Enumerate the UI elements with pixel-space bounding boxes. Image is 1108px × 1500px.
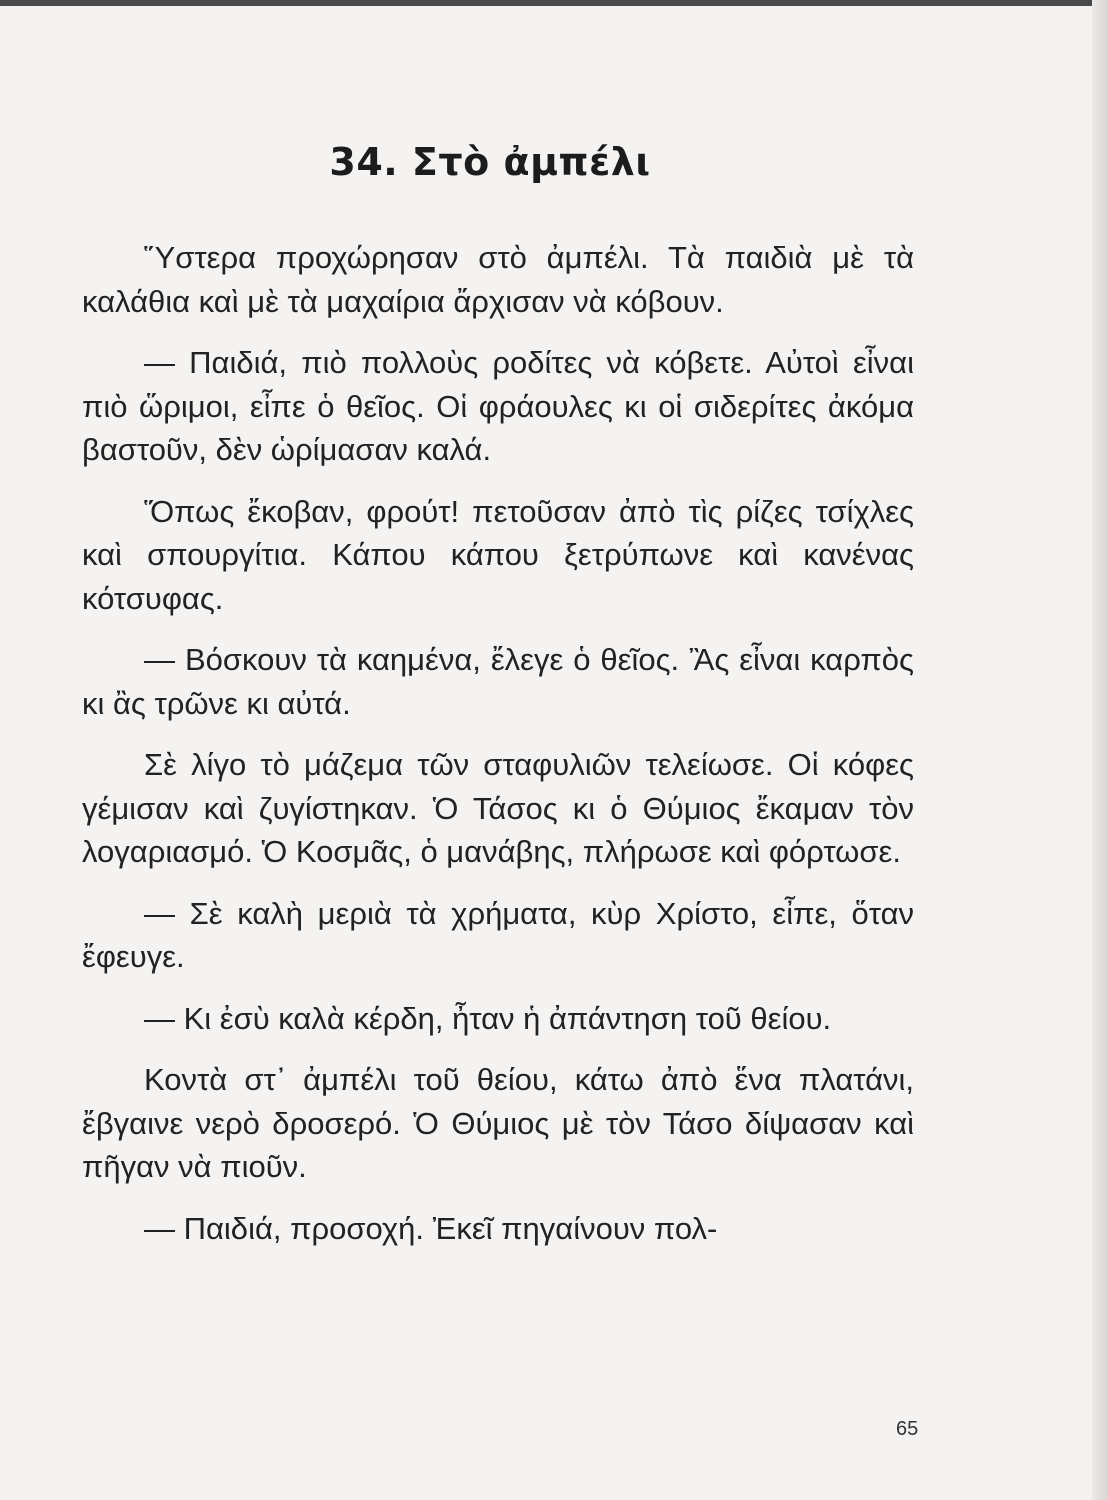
scan-right-edge bbox=[1092, 0, 1108, 1500]
scan-top-edge bbox=[0, 0, 1108, 6]
paragraph: Σὲ λίγο τὸ μάζεμα τῶν σταφυλιῶν τελείωσε. Οἱ κόφες γέμισαν καὶ ζυγίστηκαν. Ὁ Τάσος κι ὁ Θύμιος ἔκαμαν τὸν λογαριασμό. Ὁ Κοσμᾶς, ὁ μανάβης, πλήρωσε καὶ φόρτωσε. bbox=[82, 747, 914, 869]
paragraph: — Κι ἐσὺ καλὰ κέρδη, ἦταν ἡ ἀπάντηση τοῦ θείου. bbox=[144, 1000, 832, 1036]
page-number: 65 bbox=[896, 1418, 919, 1440]
paragraph: — Βόσκουν τὰ καημένα, ἔλεγε ὁ θεῖος. Ἂς εἶναι καρπὸς κι ἂς τρῶνε κι αὐτά. bbox=[82, 642, 914, 721]
paragraph: Ὕστερα προχώρησαν στὸ ἀμπέλι. Τὰ παιδιὰ μὲ τὰ καλάθια καὶ μὲ τὰ μαχαίρια ἄρχισαν νὰ κόβουν. bbox=[82, 240, 914, 319]
paragraph: Κοντὰ στ᾿ ἀμπέλι τοῦ θείου, κάτω ἀπὸ ἕνα πλατάνι, ἔβγαινε νερὸ δροσερό. Ὁ Θύμιος μὲ τὸν Τάσο δίψασαν καὶ πῆγαν νὰ πιοῦν. bbox=[82, 1062, 914, 1184]
paragraph: Ὅπως ἔκοβαν, φρούτ! πετοῦσαν ἀπὸ τὶς ρίζες τσίχλες καὶ σπουργίτια. Κάπου κάπου ξετρύπωνε καὶ κανένας κότσυφας. bbox=[82, 493, 914, 616]
chapter-title: 34. Στὸ ἀμπέλι bbox=[329, 140, 651, 184]
paragraph: — Παιδιά, προσοχή. Ἐκεῖ πηγαίνουν πολ- bbox=[144, 1210, 718, 1246]
paragraph: — Παιδιά, πιὸ πολλοὺς ροδίτες νὰ κόβετε. Αὐτοὶ εἶναι πιὸ ὥριμοι, εἶπε ὁ θεῖος. Οἱ φράουλες κι οἱ σιδερίτες ἀκόμα βαστοῦν, δὲν ὡρίμασαν καλά. bbox=[82, 345, 914, 467]
body-text bbox=[82, 236, 914, 1268]
paragraph: — Σὲ καλὴ μεριὰ τὰ χρήματα, κὺρ Χρίστο, εἶπε, ὅταν ἔφευγε. bbox=[82, 895, 914, 974]
